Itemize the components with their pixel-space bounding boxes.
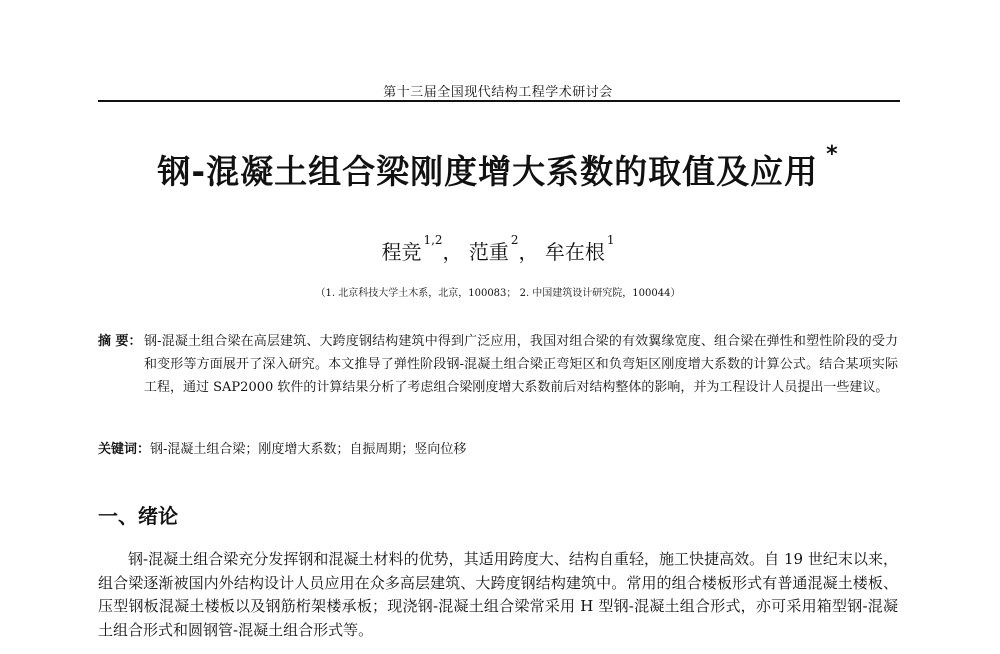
author-affiliation-mark: 2 xyxy=(510,233,519,247)
paper-title-text: 钢-混凝土组合梁刚度增大系数的取值及应用 xyxy=(157,152,819,191)
running-header: 第十三届全国现代结构工程学术研讨会 xyxy=(383,85,613,100)
author-name: 范重 xyxy=(468,240,509,264)
keywords-text: 钢-混凝土组合梁；刚度增大系数；自振周期；竖向位移 xyxy=(150,442,467,457)
abstract xyxy=(98,330,898,399)
author-affiliation-mark: 1 xyxy=(606,233,615,247)
author-name: 牟在根 xyxy=(544,240,605,264)
author-separator: ， xyxy=(518,240,539,264)
keywords xyxy=(98,438,898,457)
keywords-label: 关键词： xyxy=(98,442,151,457)
intro-paragraph xyxy=(98,548,898,642)
author-affiliation-mark: 1,2 xyxy=(423,233,443,247)
intro-paragraph-text: 钢-混凝土组合梁充分发挥钢和混凝土材料的优势，其适用跨度大、结构自重轻，施工快捷高效。自 19 世纪末以来，组合梁逐渐被国内外结构设计人员应用在众多高层建筑、大跨度钢结构建筑中。常用的组合楼板形式有普通混凝土楼板、压型钢板混凝土楼板以及钢筋桁架楼承板；现浇钢-混凝土组合梁常采用 H 型钢-混凝土组合形式，亦可采用箱型钢-混凝土组合形式和圆钢管-混凝土组合形式等。 xyxy=(98,550,898,639)
paper-title xyxy=(98,142,898,193)
header-rule xyxy=(98,100,900,102)
affiliation: （1. 北京科技大学土木系，北京，100083； 2. 中国建筑设计研究院，100044） xyxy=(315,288,681,299)
section-heading: 一、绪论 xyxy=(98,504,178,528)
abstract-text: 钢-混凝土组合梁在高层建筑、大跨度钢结构建筑中得到广泛应用，我国对组合梁的有效翼缘宽度、组合梁在弹性和塑性阶段的受力和变形等方面展开了深入研究。本文推导了弹性阶段钢-混凝土组合梁正弯矩区和负弯矩区刚度增大系数的计算公式。结合某项实际工程，通过 SAP2000 软件的计算结果分析了考虑组合梁刚度增大系数前后对结构整体的影响，并为工程设计人员提出一些建议。 xyxy=(144,334,898,395)
abstract-label: 摘 要： xyxy=(98,334,142,349)
author-name: 程竞 xyxy=(381,240,422,264)
title-footnote-mark: * xyxy=(826,142,839,167)
author-list xyxy=(98,233,898,265)
author-separator: ， xyxy=(442,240,463,264)
